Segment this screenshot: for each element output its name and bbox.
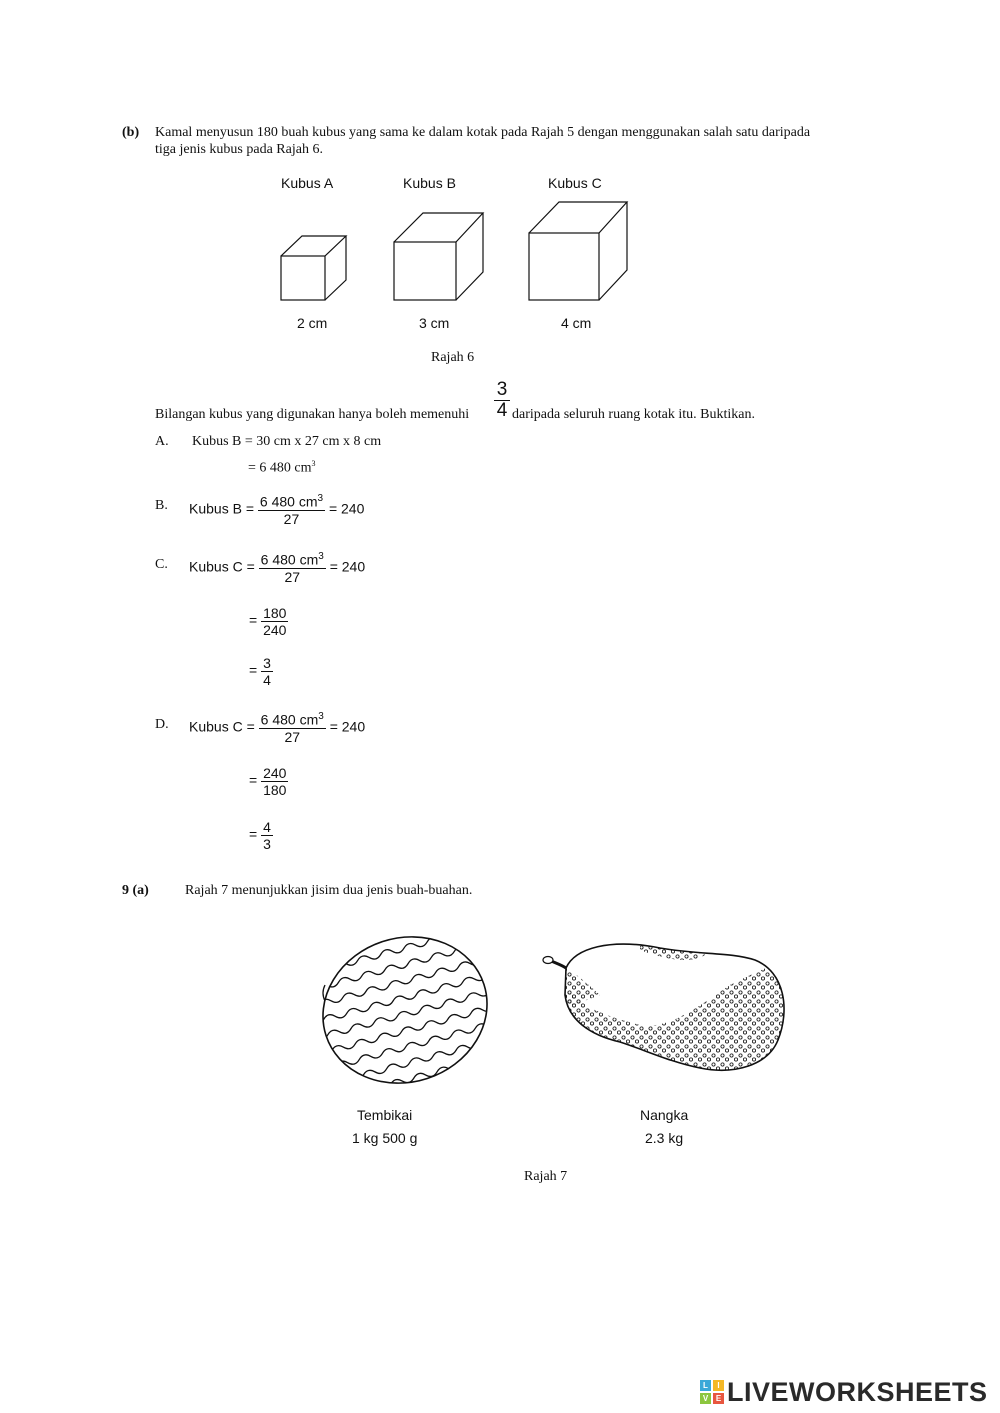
cube-a-size: 2 cm [297, 315, 328, 331]
option-d-step2-num: 4 [263, 819, 271, 835]
option-b-den: 27 [283, 510, 300, 527]
option-d-step1-den: 180 [263, 782, 287, 798]
question-frac-den: 4 [496, 400, 508, 421]
option-d-num-sup: 3 [318, 711, 324, 722]
logo-cell-2: I [713, 1380, 724, 1391]
part-b-line1: Kamal menyusun 180 buah kubus yang sama ke dalam kotak pada Rajah 5 dengan menggunakan salah satu daripada [155, 125, 811, 140]
part-b-line2: tiga jenis kubus pada Rajah 6. [155, 142, 323, 157]
option-c-step2-num: 3 [263, 655, 271, 671]
option-d-step1-num: 240 [263, 765, 287, 781]
rajah6-caption: Rajah 6 [431, 350, 475, 365]
q9a-text: Rajah 7 menunjukkan jisim dua jenis buah-buahan. [185, 883, 473, 898]
option-b-num-sup: 3 [317, 493, 324, 504]
option-d-lhs: Kubus C = [189, 718, 255, 735]
option-c-step2-den: 4 [263, 672, 271, 688]
option-c-letter: C. [155, 557, 168, 572]
option-a-line1: Kubus B = 30 cm x 27 cm x 8 cm [192, 434, 382, 449]
option-d-letter: D. [155, 717, 169, 732]
fruit-2-mass: 2.3 kg [645, 1130, 684, 1146]
cube-b-size: 3 cm [419, 315, 450, 331]
option-c-step1-num: 180 [263, 605, 287, 621]
option-b-num-text: 6 480 cm [259, 493, 318, 510]
question-frac-num: 3 [494, 380, 510, 401]
option-b-rhs: = 240 [328, 500, 365, 517]
cube-c-size: 4 cm [561, 315, 592, 331]
fruit-1-mass: 1 kg 500 g [352, 1130, 418, 1146]
cube-a-name: Kubus A [281, 175, 334, 191]
option-d-num-text: 6 480 cm [260, 711, 319, 728]
liveworksheets-logo[interactable] [700, 1377, 995, 1409]
watermelon-icon [287, 916, 519, 1106]
logo-cell-3: V [700, 1393, 711, 1404]
jackfruit-icon [543, 940, 800, 1080]
logo-text: LIVEWORKSHEETS [727, 1377, 988, 1407]
cube-b-name: Kubus B [403, 175, 456, 191]
option-c-lhs: Kubus C = [189, 558, 255, 575]
option-a-line2-text: = 6 480 cm [248, 460, 312, 476]
option-c-num-text: 6 480 cm [260, 551, 319, 568]
option-b-lhs: Kubus B = [189, 500, 254, 517]
option-b-letter: B. [155, 498, 168, 513]
option-a-line2-sup: 3 [311, 459, 316, 468]
cube-c-name: Kubus C [548, 175, 602, 191]
option-c-num-sup: 3 [318, 551, 324, 562]
option-a-letter: A. [155, 434, 169, 449]
question-before: Bilangan kubus yang digunakan hanya boleh memenuhi [155, 407, 470, 422]
option-d-den: 27 [284, 728, 301, 745]
option-d-step2-den: 3 [263, 836, 271, 852]
option-c-step1-eq: = [249, 612, 258, 629]
option-d-rhs: = 240 [329, 718, 366, 735]
option-d-step1-eq: = [249, 772, 258, 789]
rajah7-caption: Rajah 7 [524, 1169, 568, 1184]
logo-cell-1: L [700, 1380, 711, 1391]
option-c-step1-den: 240 [263, 622, 287, 638]
part-b-marker: (b) [122, 125, 140, 140]
q9a-marker: 9 (a) [122, 883, 149, 898]
option-d-step2-eq: = [249, 826, 258, 843]
option-c-rhs: = 240 [329, 558, 366, 575]
logo-cell-4: E [713, 1393, 724, 1404]
fruit-2-name: Nangka [640, 1107, 689, 1123]
fruit-1-name: Tembikai [357, 1107, 413, 1123]
option-c-den: 27 [284, 568, 301, 585]
option-c-step2-eq: = [249, 662, 258, 679]
question-after: daripada seluruh ruang kotak itu. Buktikan. [512, 407, 755, 422]
logo-grid-icon [700, 1380, 724, 1404]
